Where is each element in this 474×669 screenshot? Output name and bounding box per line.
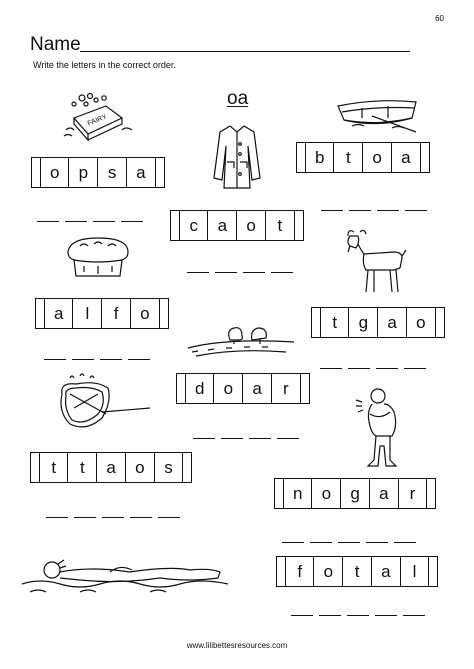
letter-tile: b bbox=[305, 142, 335, 173]
letter-tile: l bbox=[72, 298, 102, 329]
letter-tile: f bbox=[101, 298, 131, 329]
loaf-picture bbox=[64, 236, 134, 278]
letter-tile: c bbox=[179, 210, 209, 241]
answer-blank[interactable] bbox=[282, 541, 304, 543]
answer-blank[interactable] bbox=[375, 614, 397, 616]
letter-tile: r bbox=[398, 478, 428, 509]
answer-blank[interactable] bbox=[320, 367, 342, 369]
answer-blank[interactable] bbox=[215, 271, 237, 273]
answer-blank[interactable] bbox=[271, 271, 293, 273]
answer-blank[interactable] bbox=[93, 220, 115, 222]
letter-tile: t bbox=[342, 556, 372, 587]
letter-tile: o bbox=[125, 452, 155, 483]
answer-blank[interactable] bbox=[277, 437, 299, 439]
groan-picture bbox=[354, 386, 414, 470]
tile-end bbox=[426, 478, 436, 509]
answer-blank[interactable] bbox=[310, 541, 332, 543]
float-answer-blanks[interactable] bbox=[291, 614, 425, 616]
answer-blank[interactable] bbox=[221, 437, 243, 439]
tile-end bbox=[155, 157, 165, 188]
answer-blank[interactable] bbox=[72, 358, 94, 360]
letter-tile: f bbox=[285, 556, 315, 587]
tile-end bbox=[435, 307, 445, 338]
answer-blank[interactable] bbox=[243, 271, 265, 273]
answer-blank[interactable] bbox=[46, 516, 68, 518]
letter-tile: t bbox=[265, 210, 295, 241]
goat-answer-blanks[interactable] bbox=[320, 367, 426, 369]
letter-tile: n bbox=[283, 478, 313, 509]
letter-tile: a bbox=[44, 298, 74, 329]
toast-answer-blanks[interactable] bbox=[46, 516, 180, 518]
groan-answer-blanks[interactable] bbox=[282, 541, 416, 543]
tile-end bbox=[182, 452, 192, 483]
toast-letter-tiles bbox=[30, 452, 192, 483]
coat-answer-blanks[interactable] bbox=[187, 271, 293, 273]
target-sound: oa bbox=[227, 88, 249, 109]
boat-picture bbox=[332, 96, 422, 136]
answer-blank[interactable] bbox=[366, 541, 388, 543]
tile-end bbox=[159, 298, 169, 329]
boat-answer-blanks[interactable] bbox=[321, 209, 427, 211]
boat-letter-tiles bbox=[296, 142, 430, 173]
tile-end bbox=[300, 373, 310, 404]
letter-tile: p bbox=[68, 157, 98, 188]
letter-tile: o bbox=[362, 142, 392, 173]
road-picture bbox=[186, 318, 296, 358]
answer-blank[interactable] bbox=[321, 209, 343, 211]
letter-tile: a bbox=[377, 307, 407, 338]
answer-blank[interactable] bbox=[100, 358, 122, 360]
groan-letter-tiles bbox=[274, 478, 436, 509]
answer-blank[interactable] bbox=[377, 209, 399, 211]
letter-tile: o bbox=[311, 478, 341, 509]
letter-tile: s bbox=[97, 157, 127, 188]
letter-tile: t bbox=[333, 142, 363, 173]
tile-end bbox=[294, 210, 304, 241]
road-answer-blanks[interactable] bbox=[193, 437, 299, 439]
answer-blank[interactable] bbox=[121, 220, 143, 222]
road-letter-tiles bbox=[176, 373, 310, 404]
answer-blank[interactable] bbox=[376, 367, 398, 369]
letter-tile: l bbox=[400, 556, 430, 587]
letter-tile: a bbox=[371, 556, 401, 587]
letter-tile: a bbox=[369, 478, 399, 509]
coat-picture bbox=[212, 122, 262, 192]
instruction-text: Write the letters in the correct order. bbox=[33, 60, 176, 70]
goat-letter-tiles bbox=[311, 307, 445, 338]
toast-picture bbox=[56, 372, 152, 436]
answer-blank[interactable] bbox=[291, 614, 313, 616]
soap-picture bbox=[60, 92, 140, 142]
float-picture bbox=[20, 552, 230, 596]
tile-end bbox=[420, 142, 430, 173]
letter-tile: a bbox=[207, 210, 237, 241]
letter-tile: o bbox=[130, 298, 160, 329]
float-letter-tiles bbox=[276, 556, 438, 587]
answer-blank[interactable] bbox=[347, 614, 369, 616]
letter-tile: r bbox=[271, 373, 301, 404]
answer-blank[interactable] bbox=[404, 367, 426, 369]
letter-tile: o bbox=[213, 373, 243, 404]
soap-answer-blanks[interactable] bbox=[37, 220, 143, 222]
goat-picture bbox=[344, 228, 408, 294]
soap-letter-tiles bbox=[31, 157, 165, 188]
letter-tile: t bbox=[67, 452, 97, 483]
tile-end bbox=[428, 556, 438, 587]
answer-blank[interactable] bbox=[193, 437, 215, 439]
answer-blank[interactable] bbox=[403, 614, 425, 616]
answer-blank[interactable] bbox=[74, 516, 96, 518]
answer-blank[interactable] bbox=[348, 367, 370, 369]
page-number: 60 bbox=[435, 14, 444, 23]
letter-tile: a bbox=[391, 142, 421, 173]
name-line[interactable] bbox=[80, 51, 410, 52]
letter-tile: d bbox=[185, 373, 215, 404]
answer-blank[interactable] bbox=[37, 220, 59, 222]
answer-blank[interactable] bbox=[338, 541, 360, 543]
letter-tile: t bbox=[39, 452, 69, 483]
answer-blank[interactable] bbox=[44, 358, 66, 360]
answer-blank[interactable] bbox=[130, 516, 152, 518]
answer-blank[interactable] bbox=[187, 271, 209, 273]
answer-blank[interactable] bbox=[128, 358, 150, 360]
loaf-letter-tiles bbox=[35, 298, 169, 329]
letter-tile: a bbox=[126, 157, 156, 188]
answer-blank[interactable] bbox=[319, 614, 341, 616]
soap-bar-label: FAIRY bbox=[86, 113, 109, 128]
answer-blank[interactable] bbox=[65, 220, 87, 222]
letter-tile: a bbox=[96, 452, 126, 483]
coat-letter-tiles bbox=[170, 210, 304, 241]
letter-tile: o bbox=[40, 157, 70, 188]
answer-blank[interactable] bbox=[394, 541, 416, 543]
loaf-answer-blanks[interactable] bbox=[44, 358, 150, 360]
letter-tile: s bbox=[154, 452, 184, 483]
answer-blank[interactable] bbox=[249, 437, 271, 439]
letter-tile: o bbox=[406, 307, 436, 338]
letter-tile: t bbox=[320, 307, 350, 338]
letter-tile: g bbox=[348, 307, 378, 338]
letter-tile: g bbox=[340, 478, 370, 509]
answer-blank[interactable] bbox=[349, 209, 371, 211]
name-label: Name bbox=[30, 34, 81, 55]
letter-tile: a bbox=[242, 373, 272, 404]
letter-tile: o bbox=[313, 556, 343, 587]
footer-url: www.lilibettesresources.com bbox=[186, 641, 288, 650]
answer-blank[interactable] bbox=[405, 209, 427, 211]
answer-blank[interactable] bbox=[158, 516, 180, 518]
letter-tile: o bbox=[236, 210, 266, 241]
answer-blank[interactable] bbox=[102, 516, 124, 518]
